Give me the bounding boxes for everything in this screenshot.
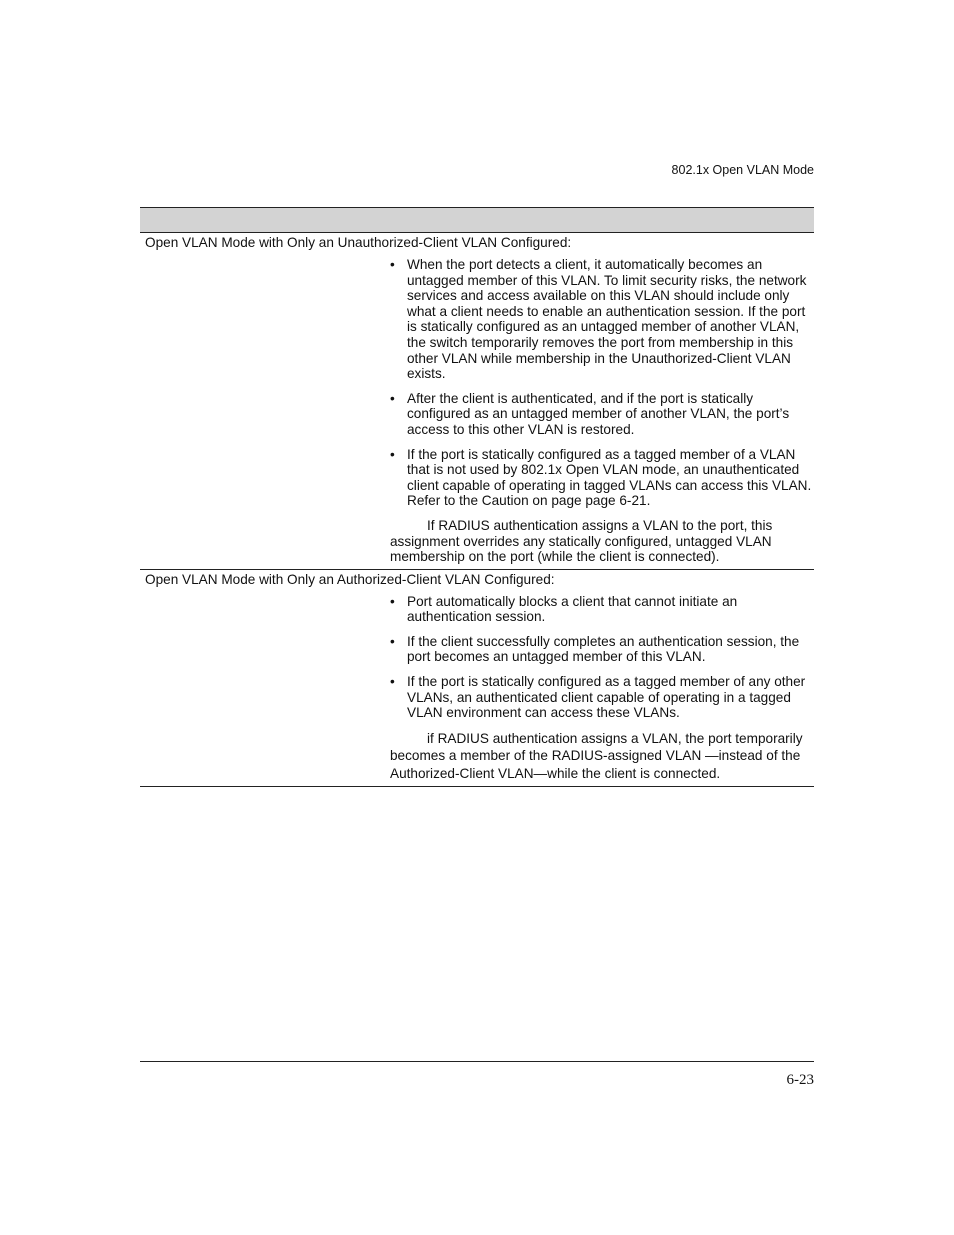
list-item: • When the port detects a client, it automatically becomes an untagged member of this VLAN. To limit security risks, the network services and access available on this VLAN should include only what a client needs to enable an authentication session. If the port is statically configured as an untagged member of another VLAN, the switch temporarily removes the port from membership in this other VLAN while membership in the Unauthorized-Client VLAN exists. [390, 257, 814, 382]
open-vlan-mode-table [140, 207, 814, 787]
table-section-authorized-client [140, 570, 814, 788]
bullet-list [390, 257, 814, 509]
section-title: Open VLAN Mode with Only an Authorized-Client VLAN Configured: [145, 571, 555, 587]
section-body [390, 257, 814, 569]
running-head: 802.1x Open VLAN Mode [671, 163, 814, 177]
page-number: 6-23 [786, 1072, 814, 1088]
list-item: • If the port is statically configured as a tagged member of a VLAN that is not used by 802.1x Open VLAN mode, an unauthenticated client capable of operating in tagged VLANs can access this VLAN. Refer to the Caution on page page 6-21. [390, 447, 814, 509]
section-body [390, 594, 814, 787]
list-item: • Port automatically blocks a client that cannot initiate an authentication session. [390, 594, 814, 625]
bullet-list [390, 594, 814, 721]
section-note: If RADIUS authentication assigns a VLAN to the port, this assignment overrides any statically configured, untagged VLAN membership on the port (while the client is connected). [390, 517, 773, 565]
footer-rule [140, 1061, 814, 1062]
table-header-bar [140, 207, 814, 233]
table-section-unauthorized-client [140, 233, 814, 570]
section-note: if RADIUS authentication assigns a VLAN, the port temporarily becomes a member of the RADIUS-assigned VLAN —instead of the Authorized-Client VLAN—while the client is connected. [390, 730, 803, 781]
list-item: • If the port is statically configured as a tagged member of any other VLANs, an authenticated client capable of operating in a tagged VLAN environment can access these VLANs. [390, 674, 814, 721]
list-item: • If the client successfully completes an authentication session, the port becomes an untagged member of this VLAN. [390, 634, 814, 665]
section-title: Open VLAN Mode with Only an Unauthorized-Client VLAN Configured: [145, 235, 572, 250]
list-item: • After the client is authenticated, and if the port is statically configured as an untagged member of another VLAN, the port’s access to this other VLAN is restored. [390, 391, 814, 438]
